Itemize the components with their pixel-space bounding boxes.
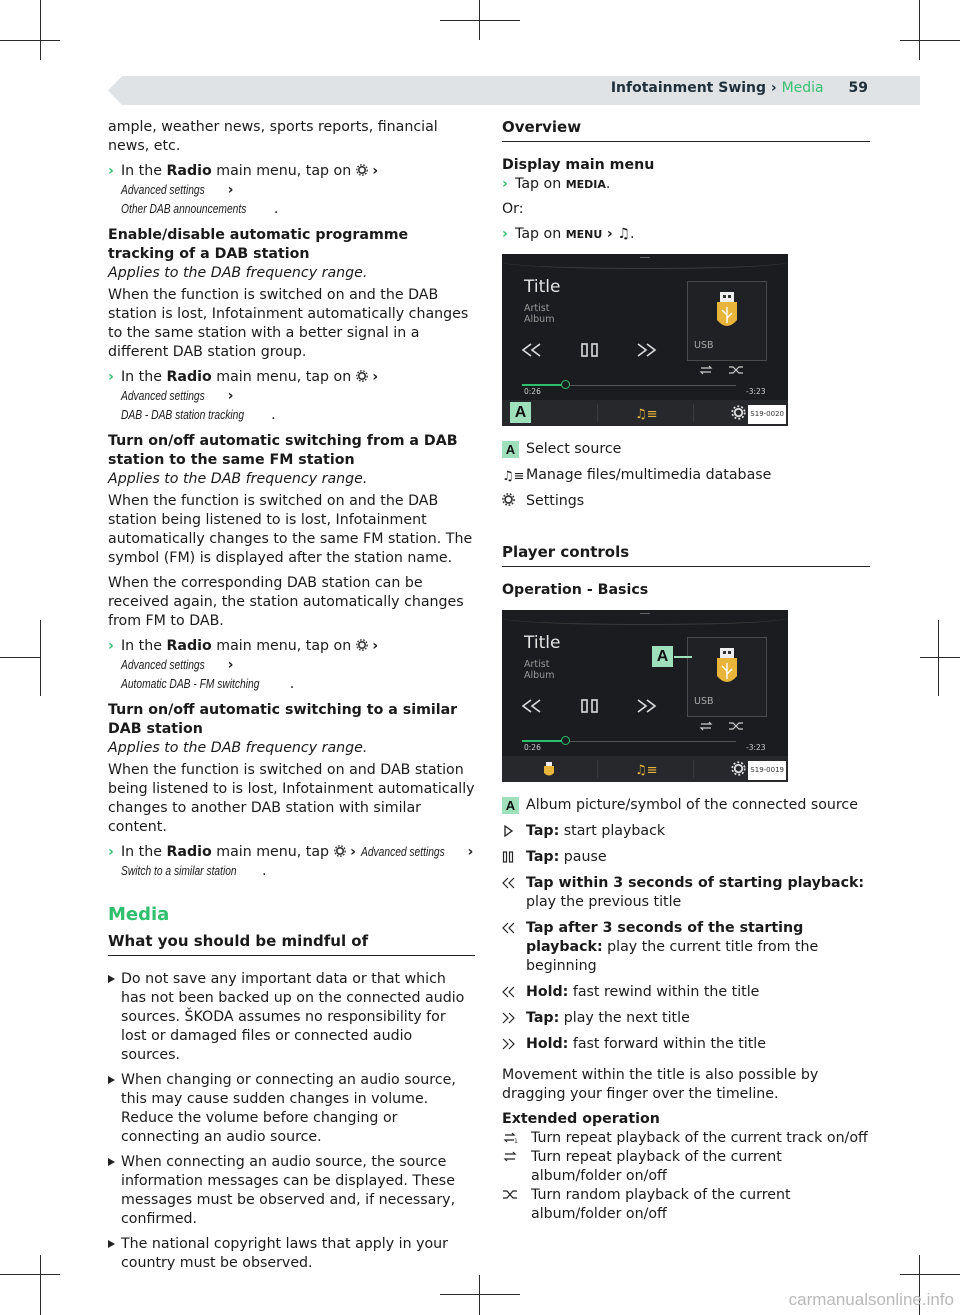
chapter-title: Infotainment Swing: [610, 80, 767, 96]
page-header: [611, 80, 868, 96]
crop-mark: [40, 0, 41, 60]
usb-stick-icon: [713, 290, 741, 334]
previous-icon: [502, 877, 515, 889]
crop-mark: [919, 0, 920, 60]
legend-item: A Select source: [502, 440, 870, 459]
crop-mark: [40, 620, 41, 696]
crop-mark: [900, 1274, 960, 1275]
page-number: 59: [848, 80, 868, 96]
pause-icon[interactable]: [578, 698, 602, 714]
media-library-icon[interactable]: ♫≡: [635, 407, 658, 422]
crop-mark: [440, 1294, 520, 1295]
left-column: [108, 118, 475, 1279]
instruction-step: › In the Radio main menu, tap on › Advanced settings › Automatic DAB - FM switching .: [108, 638, 379, 692]
elapsed-time: 0:26: [524, 743, 541, 752]
crop-mark: [0, 1274, 60, 1275]
timeline[interactable]: [550, 741, 736, 742]
note-item: The national copyright laws that apply in your country must be observed.: [108, 1235, 475, 1273]
source-label: USB: [694, 340, 714, 351]
paragraph: When the function is switched on and DAB station being listened to is lost, Infotainment automatically changes to another DAB station with similar content.: [108, 762, 475, 835]
previous-icon: [502, 922, 515, 934]
paragraph: When the function is switched on and the DAB station being listened to is lost, Infotainment automatically changes to the same FM station. The symbol (FM) is displayed after the station name.: [108, 493, 473, 566]
album-art[interactable]: [687, 637, 767, 717]
legend-item: ♫≡ Manage files/multimedia database: [502, 467, 772, 484]
triangle-bullet-icon: [108, 1076, 115, 1084]
callout-a: A: [510, 402, 531, 423]
section-title: Media: [781, 80, 824, 96]
step-arrow-icon: ›: [502, 176, 508, 192]
track-artist-album: Artist Album: [524, 659, 555, 681]
control-item: Hold: fast forward within the title: [502, 1035, 870, 1054]
instruction-step: › In the Radio main menu, tap on › Advanced settings › Other DAB announcements .: [108, 163, 379, 217]
step-arrow-icon: ›: [108, 369, 114, 385]
track-artist-album: Artist Album: [524, 303, 555, 325]
next-icon[interactable]: [634, 342, 658, 358]
control-item: Tap: pause: [502, 848, 870, 867]
gear-icon: [334, 845, 346, 857]
note-item: Do not save any important data or that which has not been backed up on the connected audio sources. ŠKODA assumes no responsibility for lost or damaged files or connected audio sources.: [108, 970, 475, 1065]
step-arrow-icon: ›: [108, 638, 114, 654]
display-menu-heading: Display main menu: [502, 157, 655, 173]
repeat-one-icon: [502, 1132, 518, 1144]
timeline-handle[interactable]: [561, 736, 570, 745]
remaining-time: -3:23: [746, 387, 766, 396]
callout-a-badge: A: [502, 441, 519, 458]
previous-icon[interactable]: [520, 342, 544, 358]
crop-mark: [920, 657, 960, 658]
player-screen-figure: [502, 610, 788, 782]
paragraph: When the corresponding DAB station can be received again, the station automatically changes from FM to DAB.: [108, 575, 464, 629]
step-arrow-icon: ›: [108, 844, 114, 860]
overview-heading: Overview: [502, 118, 870, 142]
applies-note: Applies to the DAB frequency range.: [108, 265, 368, 281]
source-label: USB: [694, 696, 714, 707]
breadcrumb-separator: ›: [770, 80, 782, 96]
repeat-icon[interactable]: [698, 365, 714, 375]
legend-item: A Album picture/symbol of the connected source: [502, 796, 870, 815]
instruction-step: › In the Radio main menu, tap › Advanced settings › Switch to a similar station .: [108, 844, 474, 879]
gear-icon: [356, 164, 368, 176]
music-note-icon: ♫: [617, 226, 630, 242]
section-heading: Turn on/off automatic switching to a similar DAB station: [108, 702, 458, 737]
control-item: Tap after 3 seconds of the starting playback: play the current title from the beginning: [502, 919, 870, 976]
next-icon: [502, 1012, 515, 1024]
crop-mark: [0, 657, 40, 658]
pause-icon[interactable]: [578, 342, 602, 358]
player-controls-heading: Player controls: [502, 543, 870, 567]
media-key: MEDIA: [565, 178, 606, 191]
triangle-bullet-icon: [108, 975, 115, 983]
media-library-icon[interactable]: ♫≡: [635, 763, 658, 778]
paragraph: When the function is switched on and the DAB station is lost, Infotainment automatically changes to the same station with a better signal in a different DAB station group.: [108, 287, 469, 360]
section-heading: Turn on/off automatic switching from a DAB station to the same FM station: [108, 433, 458, 468]
elapsed-time: 0:26: [524, 387, 541, 396]
crop-mark: [900, 40, 960, 41]
settings-icon[interactable]: [731, 761, 746, 776]
crop-mark: [0, 40, 60, 41]
crop-mark: [440, 20, 520, 21]
control-item: Tap: start playback: [502, 822, 870, 841]
pause-icon: [502, 851, 514, 863]
gear-icon: [356, 639, 368, 651]
settings-icon[interactable]: [731, 405, 746, 420]
shuffle-icon: [502, 1189, 518, 1201]
figure-code: S19-0020: [748, 405, 786, 424]
note-item: When connecting an audio source, the source information messages can be displayed. These messages must be observed and, if necessary, confirmed.: [108, 1153, 475, 1229]
repeat-icon: [502, 1151, 518, 1163]
applies-note: Applies to the DAB frequency range.: [108, 740, 368, 756]
instruction-step: › Tap on MEDIA.: [502, 176, 611, 192]
control-item: Tap within 3 seconds of starting playback: play the previous title: [502, 874, 870, 912]
extended-heading: Extended operation: [502, 1111, 660, 1127]
movement-text: Movement within the title is also possible by dragging your finger over the timeline.: [502, 1067, 819, 1102]
remaining-time: -3:23: [746, 743, 766, 752]
step-arrow-icon: ›: [108, 163, 114, 179]
instruction-step: › Tap on MENU › ♫.: [502, 226, 635, 242]
album-art[interactable]: [687, 281, 767, 361]
shuffle-icon[interactable]: [728, 365, 744, 375]
control-item: Hold: fast rewind within the title: [502, 983, 870, 1002]
control-item: Tap: play the next title: [502, 1009, 870, 1028]
extended-item: Turn random playback of the current album/folder on/off: [502, 1186, 870, 1224]
repeat-icon[interactable]: [698, 721, 714, 731]
callout-a: A: [652, 646, 673, 667]
applies-note: Applies to the DAB frequency range.: [108, 471, 368, 487]
figure-code: S19-0019: [748, 761, 786, 780]
usb-stick-icon: [713, 646, 741, 690]
note-item: When changing or connecting an audio source, this may cause sudden changes in volume. Reduce the volume before changing or connecting an audio source.: [108, 1071, 475, 1147]
or-text: Or:: [502, 201, 524, 217]
crop-mark: [40, 1255, 41, 1315]
music-list-icon: ♫≡: [502, 469, 525, 484]
watermark: carmanualsonline.info: [788, 1290, 954, 1309]
triangle-bullet-icon: [108, 1240, 115, 1248]
callout-line: [674, 656, 692, 658]
crop-mark: [479, 1275, 480, 1315]
triangle-bullet-icon: [108, 1158, 115, 1166]
extended-item: Turn repeat playback of the current album/folder on/off: [502, 1148, 870, 1186]
play-icon: [502, 825, 514, 837]
crop-mark: [938, 620, 939, 696]
shuffle-icon[interactable]: [728, 721, 744, 731]
previous-icon[interactable]: [520, 698, 544, 714]
gear-icon: [356, 370, 368, 382]
previous-icon: [502, 986, 515, 998]
callout-a-badge: A: [502, 797, 519, 814]
timeline-handle[interactable]: [561, 380, 570, 389]
source-usb-icon[interactable]: [544, 762, 554, 777]
section-heading: Enable/disable automatic programme tracking of a DAB station: [108, 227, 409, 262]
media-screen-figure: [502, 254, 788, 426]
instruction-step: › In the Radio main menu, tap on › Advanced settings › DAB - DAB station tracking .: [108, 369, 379, 423]
track-title: Title: [524, 277, 561, 297]
extended-item: 1 Turn repeat playback of the current track on/off: [502, 1129, 870, 1148]
next-icon[interactable]: [634, 698, 658, 714]
step-arrow-icon: ›: [502, 226, 508, 242]
next-icon: [502, 1038, 515, 1050]
gear-icon: [502, 493, 515, 506]
intro-text: ample, weather news, sports reports, financial news, etc.: [108, 119, 438, 154]
legend-item: Settings: [502, 492, 870, 511]
track-title: Title: [524, 633, 561, 653]
menu-key: MENU: [565, 228, 603, 241]
media-title: Media: [108, 904, 170, 925]
basics-heading: Operation - Basics: [502, 582, 649, 598]
mindful-heading: What you should be mindful of: [108, 932, 475, 956]
right-column: [502, 118, 870, 1224]
timeline[interactable]: [550, 385, 736, 386]
svg-text:1: 1: [514, 1138, 518, 1144]
